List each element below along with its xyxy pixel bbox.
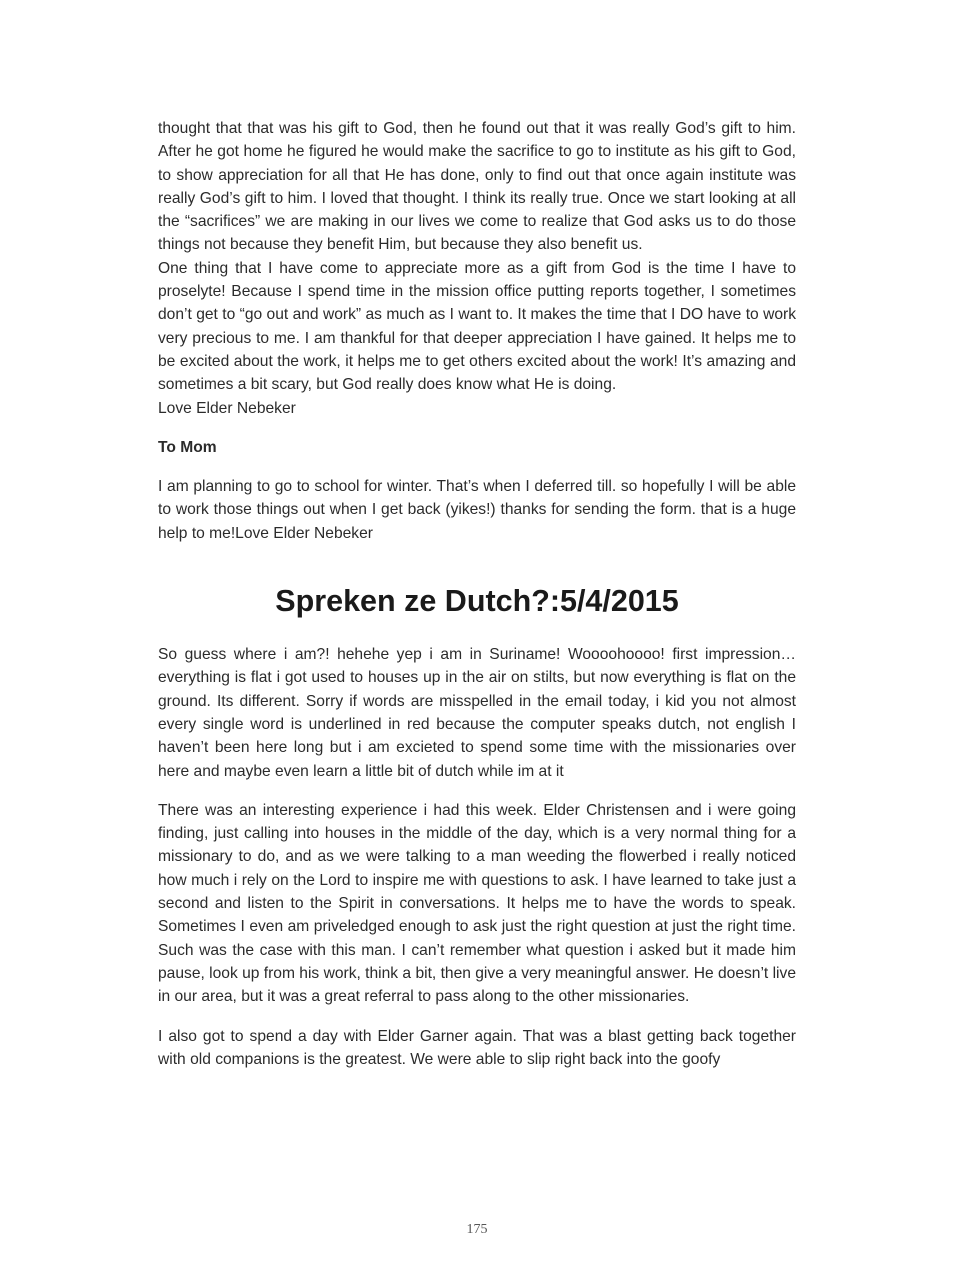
signature-line: Love Elder Nebeker [158, 399, 296, 417]
to-mom-paragraph: I am planning to go to school for winter. That’s when I deferred till. so hopefully I will be able to work those things out when I get back (yikes!) thanks for sending the form. that is a huge help to me!Love Elder Nebeker [158, 478, 796, 542]
page-number: 175 [466, 1222, 488, 1237]
paragraph-garner: I also got to spend a day with Elder Garner again. That was a blast getting back together with old companions is the greatest. We were able to slip right back into the goofy [158, 1027, 796, 1068]
section-title: Spreken ze Dutch?:5/4/2015 [275, 584, 679, 619]
paragraph-experience: There was an interesting experience i had this week. Elder Christensen and i were going finding, just calling into houses in the middle of the day, which is a very normal thing for a missionary to do, and as we were talking to a man weeding the flowerbed i really noticed how much i rely on the Lord to inspire me with questions to ask. I have learned to take just a second and listen to the Spirit in conversations. It helps me to have the words to speak. Sometimes I even am priveledged enough to ask just the right question at just the right time. Such was the case with this man. I can’t remember what question i asked but it made him pause, look up from his work, think a bit, then give a very meaningful answer. He doesn’t live in our area, but it was a great referral to pass along to the other missionaries. [158, 801, 796, 1006]
paragraph-suriname: So guess where i am?! hehehe yep i am in Suriname! Woooohoooo! first impression… everything is flat i got used to houses up in the air on stilts, but now everything is flat on the ground. Its different. Sorry if words are misspelled in the email today, i kid you not almost every single word is underlined in red because the computer speaks dutch, not english I haven’t been here long but i am excieted to spend some time with the missionaries over here and maybe even learn a little bit of dutch while im at it [158, 646, 796, 780]
to-mom-heading: To Mom [158, 438, 217, 456]
page-body [158, 117, 796, 1071]
paragraph-proselyte: One thing that I have come to appreciate more as a gift from God is the time I have to proselyte! Because I spend time in the mission office putting reports together, I sometimes don’t get to “go out and work” as much as I want to. It makes the time that I DO have to work very precious to me. I am thankful for that deeper appreciation I have gained. It helps me to be excited about the work, it helps me to get others excited about the work! It’s amazing and sometimes a bit scary, but God really does know what He is doing. [158, 259, 796, 394]
paragraph-gift: thought that that was his gift to God, then he found out that it was really God’s gift to him. After he got home he figured he would make the sacrifice to go to institute as his gift to God, to show appreciation for all that He has done, only to find out that once again institute was really God’s gift to him. I loved that thought. I think its really true. Once we start looking at all the “sacrifices” we are making in our lives we come to realize that God asks us to do those things not because they benefit Him, but because they also benefit us. [158, 120, 796, 254]
